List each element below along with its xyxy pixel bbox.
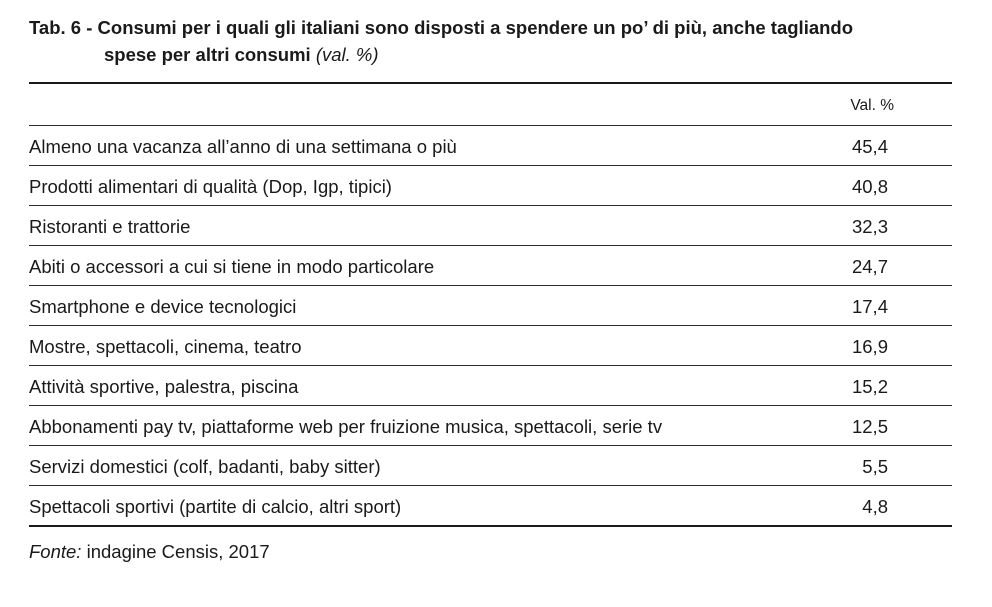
- row-label: Attività sportive, palestra, piscina: [29, 376, 299, 397]
- table-row: [29, 406, 952, 446]
- row-value: 32,3: [851, 216, 888, 237]
- row-label: Spettacoli sportivi (partite di calcio, altri sport): [29, 496, 402, 517]
- row-label: Prodotti alimentari di qualità (Dop, Igp, tipici): [29, 176, 392, 197]
- row-value: 24,7: [851, 256, 888, 277]
- table-row: [29, 326, 952, 366]
- row-label: Almeno una vacanza all’anno di una settimana o più: [29, 136, 457, 157]
- row-label: Abiti o accessori a cui si tiene in modo particolare: [29, 256, 435, 277]
- table-row: [29, 246, 952, 286]
- table-header-row: [29, 84, 952, 126]
- row-value: 5,5: [862, 456, 888, 477]
- source-note: [29, 541, 270, 563]
- title-line-1: Consumi per i quali gli italiani sono disposti a spendere un po’ di più, anche tagliando: [97, 17, 854, 38]
- table-title: [29, 14, 969, 68]
- source-text: indagine Censis, 2017: [86, 541, 270, 562]
- source-label: Fonte:: [29, 541, 82, 562]
- data-table: [29, 82, 952, 527]
- table-row: [29, 286, 952, 326]
- table-row: [29, 126, 952, 166]
- table-row: [29, 206, 952, 246]
- table-row: [29, 446, 952, 486]
- column-header-value: Val. %: [850, 97, 894, 114]
- table-row: [29, 166, 952, 206]
- row-value: 17,4: [851, 296, 888, 317]
- row-label: Abbonamenti pay tv, piattaforme web per fruizione musica, spettacoli, serie tv: [29, 416, 663, 437]
- title-unit: (val. %): [315, 44, 379, 65]
- row-value: 15,2: [851, 376, 888, 397]
- row-label: Ristoranti e trattorie: [29, 216, 191, 237]
- row-value: 4,8: [862, 496, 888, 517]
- table-row: [29, 486, 952, 527]
- row-value: 16,9: [851, 336, 888, 357]
- table-number: Tab. 6 -: [29, 17, 93, 38]
- row-label: Smartphone e device tecnologici: [29, 296, 297, 317]
- row-value: 40,8: [851, 176, 888, 197]
- row-value: 45,4: [851, 136, 888, 157]
- title-line-2-text: spese per altri consumi: [104, 44, 311, 65]
- table-row: [29, 366, 952, 406]
- row-label: Servizi domestici (colf, badanti, baby sitter): [29, 456, 381, 477]
- row-label: Mostre, spettacoli, cinema, teatro: [29, 336, 302, 357]
- row-value: 12,5: [851, 416, 888, 437]
- title-line-2: [29, 41, 969, 68]
